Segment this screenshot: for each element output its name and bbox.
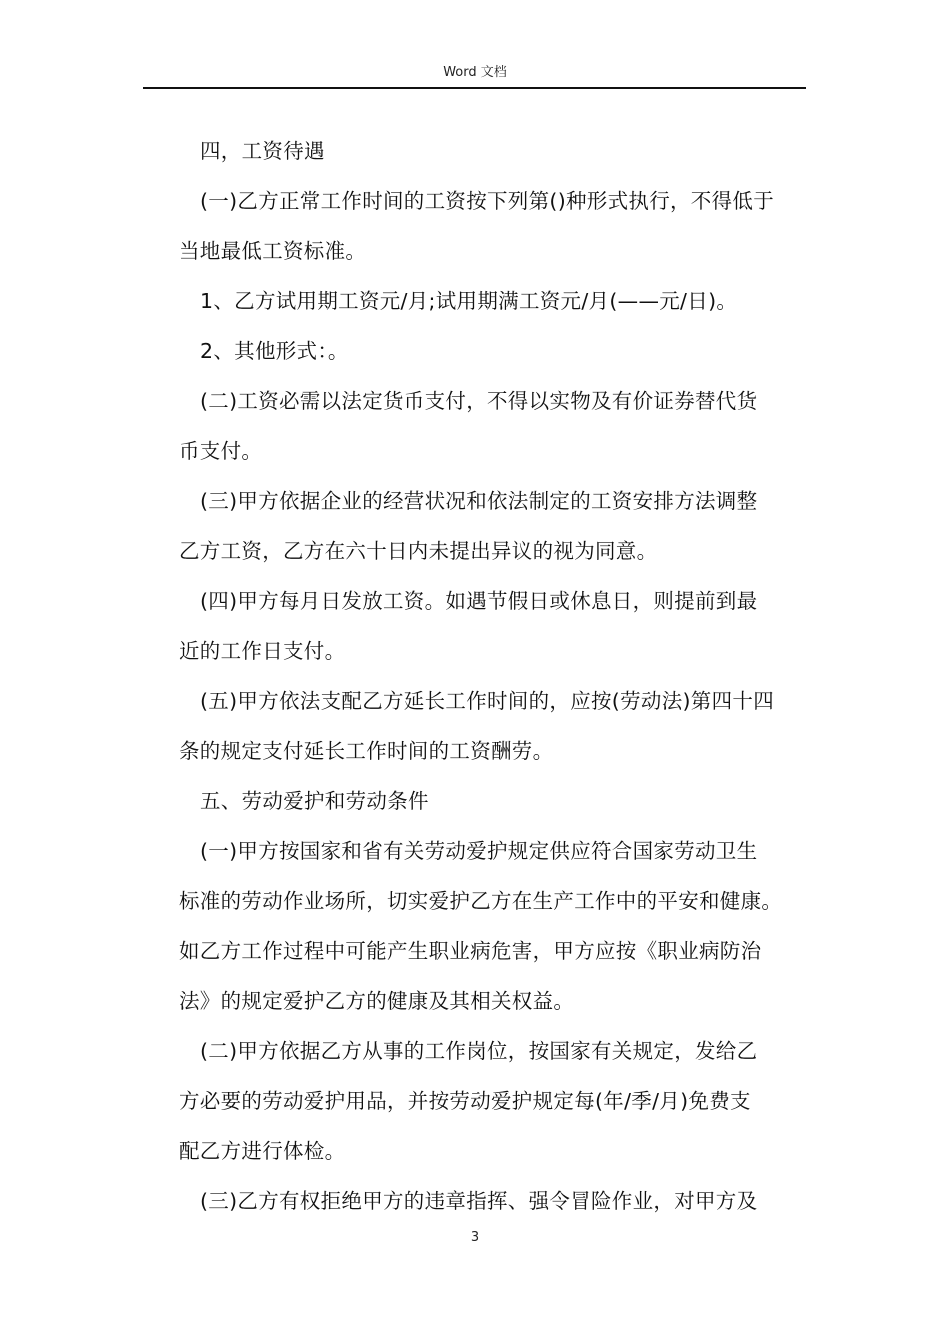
paragraph-line: 法》的规定爱护乙方的健康及其相关权益。 (179, 989, 575, 1013)
paragraph-line: (一)乙方正常工作时间的工资按下列第()种形式执行，不得低于 (200, 189, 774, 213)
section-heading-wages: 四，工资待遇 (200, 139, 325, 163)
paragraph-line: 近的工作日支付。 (179, 639, 346, 663)
paragraph-line: 当地最低工资标准。 (179, 239, 367, 263)
paragraph-line: 配乙方进行体检。 (179, 1139, 346, 1163)
paragraph-line: 乙方工资，乙方在六十日内未提出异议的视为同意。 (179, 539, 658, 563)
paragraph-line: (二)工资必需以法定货币支付，不得以实物及有价证券替代货 (200, 389, 758, 413)
paragraph-line: (四)甲方每月日发放工资。如遇节假日或休息日，则提前到最 (200, 589, 758, 613)
paragraph-line: (一)甲方按国家和省有关劳动爱护规定供应符合国家劳动卫生 (200, 839, 758, 863)
paragraph-line: 条的规定支付延长工作时间的工资酬劳。 (179, 739, 554, 763)
paragraph-line: 2、其他形式：。 (200, 339, 349, 363)
page-number: 3 (470, 1230, 480, 1245)
paragraph-line: 方必要的劳动爱护用品，并按劳动爱护规定每(年/季/月)免费支 (179, 1089, 751, 1113)
section-heading-labor-protection: 五、劳动爱护和劳动条件 (200, 789, 429, 813)
paragraph-line: 1、乙方试用期工资元/月;试用期满工资元/月(——元/日)。 (200, 289, 738, 313)
paragraph-line: 标准的劳动作业场所，切实爱护乙方在生产工作中的平安和健康。 (179, 889, 783, 913)
paragraph-line: (三)甲方依据企业的经营状况和依法制定的工资安排方法调整 (200, 489, 758, 513)
paragraph-line: 如乙方工作过程中可能产生职业病危害，甲方应按《职业病防治 (179, 939, 762, 963)
paragraph-line: (五)甲方依法支配乙方延长工作时间的，应按(劳动法)第四十四 (200, 689, 774, 713)
page-header-title: Word 文档 (443, 65, 507, 80)
paragraph-line: (三)乙方有权拒绝甲方的违章指挥、强令冒险作业，对甲方及 (200, 1189, 758, 1213)
paragraph-line: 币支付。 (179, 439, 263, 463)
paragraph-line: (二)甲方依据乙方从事的工作岗位，按国家有关规定，发给乙 (200, 1039, 758, 1063)
